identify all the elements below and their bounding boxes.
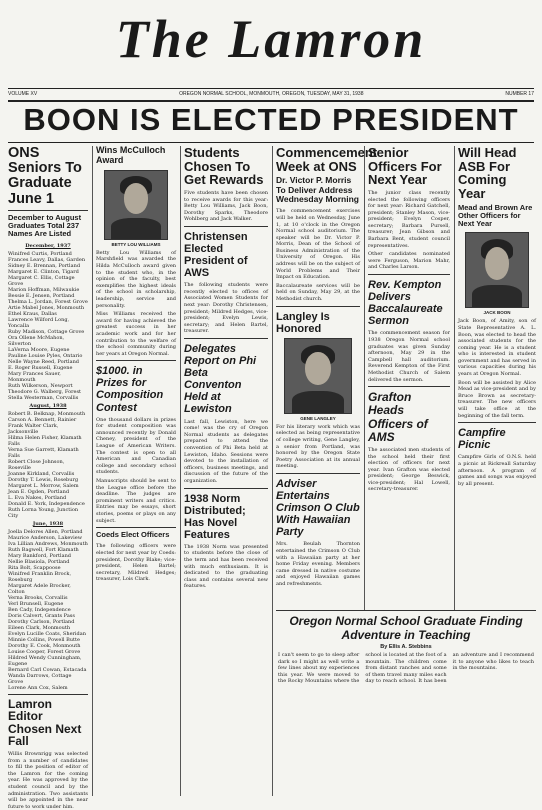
divider — [184, 488, 268, 489]
list-item: Theodore G. Walberg, Forest — [8, 388, 82, 395]
coeds-article: The following officers were elected for next year by Coeds: president, Dorothy Blake; vice-president, Helen Bartel; secretary, Mildred Hedges; treasurer, Lois Clark. — [96, 543, 176, 583]
list-item: Robert Close Johnson, Roseville — [8, 458, 65, 471]
grafton-article: The associated men students of the school held their first election of officers for next year. Ivan Grafton was elected president; George Beswick, vice-president; Hal Lowell, secretary-treasurer. — [368, 446, 450, 493]
photo-shoulders — [111, 218, 161, 238]
list-heading: December, 1937 — [25, 242, 71, 249]
list-item: Bessie E. Jensen, Portland — [8, 292, 75, 299]
dateline: OREGON NORMAL SCHOOL, MONMOUTH, OREGON, TUESDAY, MAY 31, 1938 — [179, 91, 364, 97]
commencement-article-2: Baccalaureate services will be held on Sunday, May 29, at the Methodist church. — [276, 282, 360, 303]
list-item: Donald E. York, Independence — [8, 500, 85, 507]
list-item: Verl Brunsell, Eugene — [8, 600, 64, 607]
prizes-article-2: Manuscripts should be sent to the League office before the deadline. The judges are prominent writers and critics. Entries may be essays, short stories, poems or plays on any subject. — [96, 478, 176, 524]
list-item: Joanne Kirkland, Corvallis — [8, 470, 75, 477]
list-item: Pauline Louise Pyles, Ontario — [8, 352, 83, 359]
list-item: Lawrence Wilford Long, Yoncalla — [8, 316, 70, 329]
langley-article: For his literary work which was selected as being representative of college writing, Gene Langley, a senior from Portland, was honored by the Oregon State Poetry Association at its annual meeting. — [276, 423, 360, 470]
list-item: Evelyn Lucille Coats, Sheridan — [8, 630, 86, 637]
commencement-subhead: Dr. Victor P. Morris To Deliver Address Wednesday Morning — [276, 175, 359, 204]
senior-officers-article-2: Other candidates nominated were Ferguson, Marion Mahr, and Charles Larson. — [368, 251, 450, 271]
list-item: Sidney E. Brennan, Portland — [8, 262, 81, 269]
norm-article: The 1938 Norm was presented to students before the close of the term and has been received with much enthusiasm. It is dedicated to the graduating class and contains several new features. — [184, 543, 268, 590]
list-item: Maurice Anderson, Lakeview — [8, 534, 82, 541]
list-item: Winifred Curtis, Portland — [8, 250, 72, 257]
masthead — [0, 0, 542, 98]
langley-headline: Langley Is Honored — [276, 310, 330, 335]
list-item: Doris Calvert, Grants Pass — [8, 612, 75, 619]
divider — [368, 386, 450, 387]
column-1 — [8, 145, 88, 810]
graduates-subhead: December to August Graduates Total 237 Names Are Listed — [8, 212, 82, 239]
asb-article: Jack Boon, of Amity, son of State Representative A. L. Boon, was elected to head the associated students for the coming year. He is a student who is interested in student government and has served in various capacities during his years at Oregon Normal. — [458, 318, 536, 378]
list-item: Thelma L. Jordan, Forest Grove — [8, 298, 88, 305]
grafton-headline: Grafton Heads Officers of AMS — [368, 390, 428, 444]
aws-headline: Christensen Elected President of AWS — [184, 230, 248, 280]
list-item: Margaret Adele Brocker, Colton — [8, 582, 71, 595]
list-item: Wanda Darrows, Cottage Grove — [8, 672, 72, 685]
list-item: Frances Leavy, Dallas, Garden — [8, 256, 86, 263]
photo-face — [124, 183, 149, 214]
divider — [8, 210, 88, 211]
divider — [276, 473, 360, 474]
senior-officers-headline: Senior Officers For Next Year — [368, 145, 442, 188]
list-item: Verna Sue Garrett, Klamath Falls — [8, 446, 79, 459]
rewards-article: Five students have been chosen to receive awards for this year: Betty Lou Williams, Jack Boon, Dorothy Sparks, Theodore Wohlberg and Jack Walker. — [184, 189, 268, 223]
newspaper-title: The Lamron — [115, 9, 427, 69]
headline-rule — [8, 142, 534, 143]
list-item: Nelle Wayne Reed, Portland — [8, 358, 79, 365]
commencement-headline: Commencement Week at ONS — [276, 145, 378, 174]
crimson-headline: Adviser Entertains Crimson O Club With Hawaiian Party — [276, 477, 360, 539]
rewards-headline: Students Chosen To Get Rewards — [184, 145, 264, 188]
divider — [8, 694, 88, 695]
list-item: Verna Brooks, Corvallis — [8, 594, 68, 601]
divider — [458, 422, 536, 423]
list-item: Ben Cady, Independence — [8, 606, 71, 613]
list-item: L. Eva Nakes, Portland — [8, 494, 67, 501]
list-item: Stella Westerman, Corvallis — [8, 394, 79, 401]
coeds-headline: Coeds Elect Officers — [96, 530, 170, 540]
campfire-article: Campfire Girls of O.N.S. held a picnic at Rickreall Saturday afternoon. A program of games and songs was enjoyed by all present. — [458, 454, 536, 487]
list-item: Dorothy T. Lewis, Roseburg — [8, 476, 79, 483]
award-article-2: Miss Williams received the award for having achieved the greatest success in her academic work and for her contribution to the welfare of the school community during her years at Oregon Normal. — [96, 311, 176, 357]
portrait-photo — [465, 232, 529, 308]
list-item: Robert B. Belknap, Monmouth — [8, 410, 86, 417]
list-item: Ethel Kraus, Dallas — [8, 310, 57, 317]
list-item: Lorene Ann Cox, Salem — [8, 684, 68, 691]
list-heading: August, 1938 — [29, 402, 67, 409]
asb-subhead: Mead and Brown Are Other Officers for Next Year — [458, 202, 533, 229]
baccalaureate-article: The commencement season for 1938 Oregon Normal school graduates was given Sunday afternoon, May 29 in the Campbell hall auditorium. Reverend Kempton of the First Methodist Church of Salem delivered the sermon. — [368, 330, 450, 383]
list-item: Nellie Blasiola, Portland — [8, 558, 70, 565]
list-item: Bernard Carl Cowan, Estacada — [8, 666, 87, 673]
list-heading: June, 1938 — [32, 520, 64, 527]
list-item: Margaret L. Morrow, Salem — [8, 482, 79, 489]
list-item: Hilma Helen Fisher, Klamath Falls — [8, 434, 82, 447]
photo-face — [305, 352, 331, 385]
list-item: Joella Delores Allen, Portland — [8, 528, 83, 535]
issue-number: NUMBER 17 — [505, 91, 534, 97]
column-rule — [92, 146, 93, 796]
divider — [96, 527, 176, 528]
award-article: Betty Lou Williams of Marshfield was awarded the Hilda McCulloch award given to the student who, in the opinion of the faculty, best exemplifies the highest ideals of the school in scholarship, leadership, service and personality. — [96, 249, 176, 309]
list-item: Louise Cooper, Forest Grove — [8, 648, 81, 655]
list-item: Rita Bolt, Scappoose — [8, 564, 61, 571]
list-item: Ora Ollene McMahon, Silverton — [8, 334, 65, 347]
graduates-headline: ONS Seniors To Graduate June 1 — [8, 145, 82, 207]
norm-headline: 1938 Norm Distributed; Has Novel Features — [184, 492, 246, 541]
list-item: Dorothy Carlson, Portland — [8, 618, 75, 625]
delegates-article: Last fall, Lewiston, here we come! was the cry of Oregon Normal students as delegates prepared to attend the convention of Phi Beta held at Lewiston, Idaho. Sessions were devoted to the installation of officers, business meetings, and discussion of the future of the organization. — [184, 418, 268, 484]
list-item: Frank Walter Clark, Jacksonville — [8, 422, 59, 435]
aws-article: The following students were recently elected to offices of Associated Women Students for next year: Dorothy Christensen, president; Mildred Hedges, vice-president; Evelyn Lewis, secretary; and Helen Bartel, treasurer. — [184, 282, 268, 335]
bottom-byline: By Ellis A. Stebbins — [380, 644, 432, 650]
list-item: Ruby Madison, Cottage Grove — [8, 328, 85, 335]
list-item: Eileen Clark, Monmouth — [8, 624, 71, 631]
bottom-headline: Oregon Normal School Graduate Finding Adventure in Teaching — [289, 614, 523, 642]
list-item: Artie Mabel Jones, Monmouth — [8, 304, 85, 311]
list-item: E. Roger Russell, Eugene — [8, 364, 73, 371]
commencement-article: The commencement exercises will be held on Wednesday, June 1, at 10 o'clock in the Oregon Normal school auditorium. The speaker will be Dr. Victor P. Morris, Dean of the School of Business Administration of the University of Oregon. His address will be on the subject of World Problems and Their Impact on Education. — [276, 208, 360, 281]
list-item: Mary Frances Sauer, Monmouth — [8, 370, 61, 383]
delegates-headline: Delegates Report on Phi Beta Conventon Held at Lewiston — [184, 343, 257, 416]
list-item: Hildred Wendy Cunningham, Eugene — [8, 654, 82, 667]
list-item: Iva Lillian Andrews, Monmouth — [8, 540, 88, 547]
list-item: Margaret C. Ellis, Cottage Grove — [8, 274, 75, 287]
asb-headline: Will Head ASB For Coming Year — [458, 145, 517, 201]
divider — [276, 306, 360, 307]
crimson-article: Mrs. Beulah Thornton entertained the Crimson O Club with a Hawaiian party at her home Friday evening. Members came dressed in native costume and enjoyed Hawaiian games and refreshments. — [276, 541, 360, 587]
photo-shoulders — [292, 391, 345, 413]
divider — [368, 274, 450, 275]
photo-caption: BETTY LOU WILLIAMS — [111, 241, 161, 247]
column-rule — [180, 146, 181, 796]
list-item: LaVerna Moore, Eugene — [8, 346, 70, 353]
list-item: Margaret E. Clinton, Tigard — [8, 268, 79, 275]
column-2 — [96, 146, 176, 796]
divider — [184, 226, 268, 227]
asb-article-2: Boon will be assisted by Alice Mead as vice-president and by Bruce Brown as secretary-treasurer. The new officers will take office at the beginning of the fall term. — [458, 379, 536, 419]
prizes-article: One thousand dollars in prizes for student composition was announced recently by Donald Cheney, president of the League of American Writers. The contest is open to all American and Canadian college and secondary school students. — [96, 416, 176, 476]
editor-headline: Lamron Editor Chosen Next Fall — [8, 696, 82, 749]
column-3 — [184, 146, 268, 796]
volume-label: VOLUME XV — [8, 91, 38, 97]
award-headline: Wins McCulloch Award — [96, 145, 166, 165]
list-item: Carson A. Bennett, Rainier — [8, 416, 77, 423]
list-item: Ruth Bagwell, Fort Klamath — [8, 546, 79, 553]
list-item: Ruth Wilkerson, Newport — [8, 382, 73, 389]
portrait-photo — [104, 170, 168, 240]
bottom-body — [276, 652, 536, 685]
list-item: Jean E. Ogden, Portland — [8, 488, 70, 495]
editor-article: Willis Brownrigg was selected from a number of candidates to fill the position of editor of the Lamron for the coming year. He was approved by the student council and by the administration. Two assistants will be appointed in the near future to work under him. — [8, 751, 88, 810]
divider — [184, 338, 268, 339]
photo-shoulders — [472, 285, 522, 307]
bottom-article — [276, 610, 536, 797]
list-item: Mary Bankford, Portland — [8, 552, 72, 559]
bottom-article-text: I can't seem to go to sleep after dark so I might as well write a few lines about my experiences this year. We were moved to the Rocky Mountains where the school is located at the foot of a mountain. The children come from distant ranches and some of them travel many miles each day to reach school. It has been an adventure and I recommend it to anyone who likes to teach in the mountains. — [278, 652, 534, 685]
dateline-bar — [8, 89, 534, 99]
list-item: Minnie Collins, Powell Butte — [8, 636, 80, 643]
portrait-photo — [284, 338, 352, 414]
campfire-headline: Campfire Picnic — [458, 427, 506, 452]
divider — [96, 360, 176, 361]
list-item: Dorothy E. Cook, Monmouth — [8, 642, 81, 649]
photo-face — [485, 247, 510, 280]
list-item: Winifred Franklin Brock, Roseburg — [8, 570, 72, 583]
list-item: Ruth Lorna Young, Junction City — [8, 506, 79, 519]
main-headline: BOON IS ELECTED PRESIDENT — [23, 102, 519, 137]
senior-officers-article: The junior class recently elected the following officers for next year: Richard Gatchell, president; Stanley Mason, vice-president; Evelyn Cosper, secretary; Barbara Pursell, treasurer; Jean Gibson and Barbara Bent, student council representatives. — [368, 189, 450, 249]
graduate-list — [8, 243, 88, 691]
photo-caption: JACK BOON — [483, 310, 511, 316]
prizes-headline: $1000. in Prizes for Composition Contest — [96, 365, 164, 414]
list-item: Marion Hoffman, Milwaukie — [8, 286, 80, 293]
baccalaureate-headline: Rev. Kempton Delivers Baccalaureate Sermon — [368, 279, 443, 328]
column-rule — [272, 146, 273, 796]
photo-caption: GENE LANGLEY — [300, 415, 336, 421]
